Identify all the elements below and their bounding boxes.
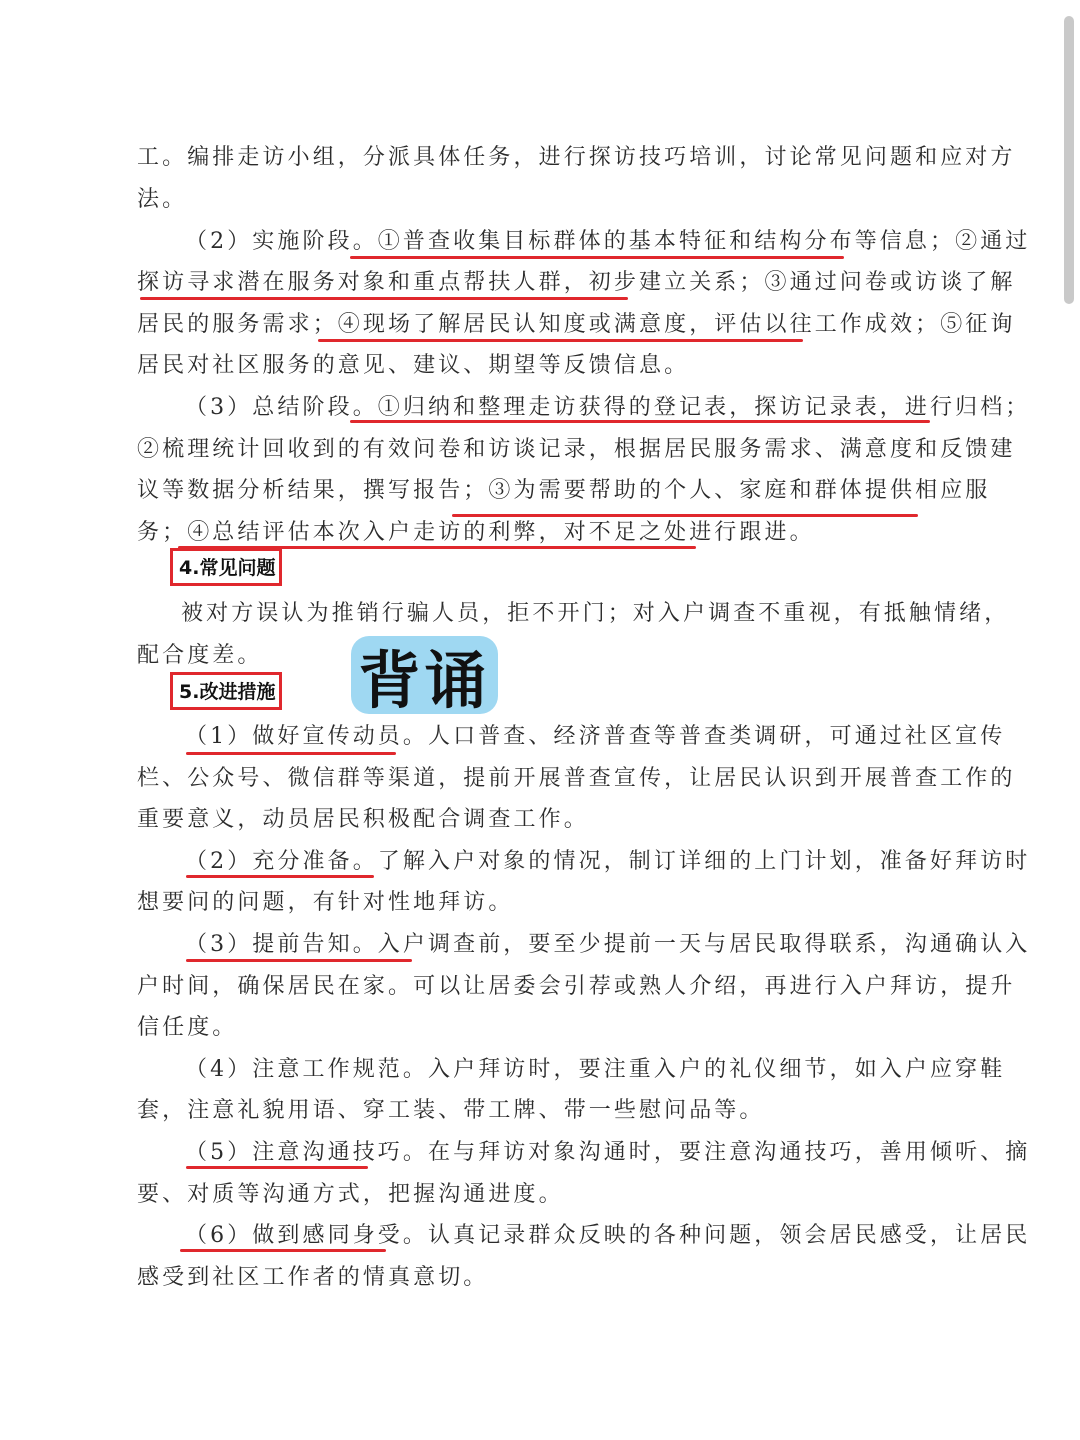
red-underline: [452, 514, 918, 517]
red-underline: [350, 256, 844, 259]
section-heading-improvements: 5.改进措施: [170, 672, 282, 710]
red-underline: [140, 297, 628, 300]
text-line: 居民对社区服务的意见、建议、期望等反馈信息。: [137, 353, 690, 378]
text-line: （2）实施阶段。①普查收集目标群体的基本特征和结构分布等信息；②通过: [185, 229, 1031, 254]
red-underline: [186, 752, 396, 755]
text-line: 户时间，确保居民在家。可以让居委会引荐或熟人介绍，再进行入户拜访，提升: [137, 974, 1016, 999]
text-line: 探访寻求潜在服务对象和重点帮扶人群，初步建立关系；③通过问卷或访谈了解: [137, 270, 1016, 295]
text-line: 想要问的问题，有针对性地拜访。: [137, 890, 514, 915]
text-line: 重要意义，动员居民积极配合调查工作。: [137, 807, 589, 832]
text-line: 感受到社区工作者的情真意切。: [137, 1265, 489, 1290]
recite-stamp: 背诵: [351, 636, 498, 714]
text-line: （6）做到感同身受。认真记录群众反映的各种问题，领会居民感受，让居民: [185, 1223, 1031, 1248]
text-line: 信任度。: [137, 1015, 238, 1040]
scrollbar-thumb[interactable]: [1064, 16, 1074, 304]
text-line: （2）充分准备。了解入户对象的情况，制订详细的上门计划，准备好拜访时: [185, 849, 1031, 874]
text-line: 议等数据分析结果，撰写报告；③为需要帮助的个人、家庭和群体提供相应服: [137, 478, 991, 503]
section-heading-common-problems: 4.常见问题: [170, 548, 282, 586]
text-line: （3）总结阶段。①归纳和整理走访获得的登记表，探访记录表，进行归档；: [185, 395, 1031, 420]
text-line: （4）注意工作规范。入户拜访时，要注重入户的礼仪细节，如入户应穿鞋: [185, 1057, 1006, 1082]
red-underline: [186, 959, 412, 962]
red-underline: [178, 546, 696, 549]
text-line: （1）做好宣传动员。人口普查、经济普查等普查类调研，可通过社区宣传: [185, 724, 1006, 749]
text-line: 栏、公众号、微信群等渠道，提前开展普查宣传，让居民认识到开展普查工作的: [137, 766, 1016, 791]
text-line: （3）提前告知。入户调查前，要至少提前一天与居民取得联系，沟通确认入: [185, 932, 1031, 957]
red-underline: [186, 1166, 368, 1169]
text-line: 工。编排走访小组，分派具体任务，进行探访技巧培训，讨论常见问题和应对方: [137, 145, 1016, 170]
text-line: 被对方误认为推销行骗人员，拒不开门；对入户调查不重视，有抵触情绪，: [181, 601, 1010, 626]
text-line: ②梳理统计回收到的有效问卷和访谈记录，根据居民服务需求、满意度和反馈建: [137, 437, 1016, 462]
text-line: （5）注意沟通技巧。在与拜访对象沟通时，要注意沟通技巧，善用倾听、摘: [185, 1140, 1031, 1165]
text-line: 要、对质等沟通方式，把握沟通进度。: [137, 1182, 564, 1207]
text-line: 配合度差。: [137, 643, 263, 668]
red-underline: [350, 420, 930, 423]
red-underline: [318, 339, 803, 342]
red-underline: [180, 1249, 386, 1252]
text-line: 居民的服务需求；④现场了解居民认知度或满意度，评估以往工作成效；⑤征询: [137, 312, 1016, 337]
text-line: 务；④总结评估本次入户走访的利弊，对不足之处进行跟进。: [137, 520, 815, 545]
red-underline: [186, 875, 374, 878]
text-line: 法。: [137, 187, 188, 212]
text-line: 套，注意礼貌用语、穿工装、带工牌、带一些慰问品等。: [137, 1098, 765, 1123]
